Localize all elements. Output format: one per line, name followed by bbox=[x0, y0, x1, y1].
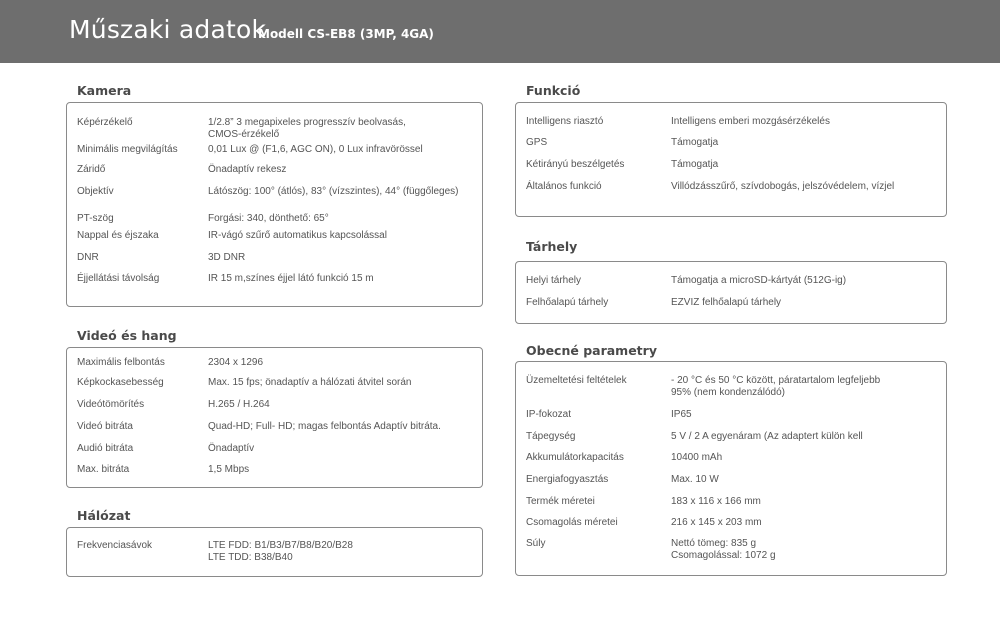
spec-label: Termék méretei bbox=[526, 496, 595, 507]
spec-label: Általános funkció bbox=[526, 181, 602, 192]
section-title-general: Obecné parametry bbox=[526, 343, 657, 358]
spec-value: Önadaptív bbox=[208, 443, 255, 454]
spec-label: Üzemeltetési feltételek bbox=[526, 375, 627, 386]
spec-value: IR 15 m,színes éjjel látó funkció 15 m bbox=[208, 273, 374, 284]
spec-label: Felhőalapú tárhely bbox=[526, 297, 609, 308]
spec-label: Energiafogyasztás bbox=[526, 474, 609, 485]
spec-label: PT-szög bbox=[77, 213, 114, 224]
spec-label: Záridő bbox=[77, 164, 106, 175]
spec-value: 10400 mAh bbox=[671, 452, 723, 463]
spec-label: Súly bbox=[526, 538, 546, 549]
spec-value: 2304 x 1296 bbox=[208, 357, 264, 368]
spec-box-video bbox=[66, 347, 483, 488]
spec-value: - 20 °C és 50 °C között, páratartalom legfeljebb 95% (nem kondenzálódó) bbox=[671, 375, 881, 398]
spec-label: Max. bitráta bbox=[77, 464, 130, 475]
spec-value: Max. 15 fps; önadaptív a hálózati átvitel során bbox=[208, 377, 412, 388]
spec-box-network bbox=[66, 527, 483, 577]
spec-value: Intelligens emberi mozgásérzékelés bbox=[671, 116, 830, 127]
spec-value: 5 V / 2 A egyenáram (Az adaptert külön kell bbox=[671, 431, 863, 442]
page-title: Műszaki adatok bbox=[69, 15, 267, 44]
spec-value: 183 x 116 x 166 mm bbox=[671, 496, 761, 507]
spec-label: Tápegység bbox=[526, 431, 576, 442]
spec-label: Videótömörítés bbox=[77, 399, 145, 410]
spec-value: IR-vágó szűrő automatikus kapcsolással bbox=[208, 230, 387, 241]
spec-value: Önadaptív rekesz bbox=[208, 164, 287, 175]
section-title-network: Hálózat bbox=[77, 508, 131, 523]
spec-value: Nettó tömeg: 835 g Csomagolással: 1072 g bbox=[671, 538, 776, 561]
spec-box-general bbox=[515, 361, 947, 576]
section-title-camera: Kamera bbox=[77, 83, 132, 98]
spec-box-camera bbox=[66, 102, 483, 307]
spec-label: Audió bitráta bbox=[77, 443, 134, 454]
spec-value: 1,5 Mbps bbox=[208, 464, 250, 475]
header-bar bbox=[0, 0, 1000, 63]
spec-label: Nappal és éjszaka bbox=[77, 230, 159, 241]
spec-label: Minimális megvilágítás bbox=[77, 144, 178, 155]
spec-label: Képérzékelő bbox=[77, 117, 133, 128]
spec-label: Intelligens riasztó bbox=[526, 116, 604, 127]
spec-value: Quad-HD; Full- HD; magas felbontás Adaptív bitráta. bbox=[208, 421, 441, 432]
spec-label: DNR bbox=[77, 252, 99, 263]
spec-value: Villódzásszűrő, szívdobogás, jelszóvédelem, vízjel bbox=[671, 181, 895, 192]
spec-label: GPS bbox=[526, 137, 548, 148]
model-label: Modell CS-EB8 (3MP, 4GA) bbox=[258, 27, 434, 41]
spec-value: Támogatja a microSD-kártyát (512G-ig) bbox=[671, 275, 847, 286]
spec-value: H.265 / H.264 bbox=[208, 399, 270, 410]
spec-label: Videó bitráta bbox=[77, 421, 133, 432]
spec-value: 1/2.8” 3 megapixeles progresszív beolvasás, CMOS-érzékelő bbox=[208, 117, 406, 140]
section-title-storage: Tárhely bbox=[526, 239, 578, 254]
spec-label: Csomagolás méretei bbox=[526, 517, 618, 528]
spec-value: 216 x 145 x 203 mm bbox=[671, 517, 762, 528]
spec-value: Támogatja bbox=[671, 137, 719, 148]
spec-value: LTE FDD: B1/B3/B7/B8/B20/B28 LTE TDD: B38/B40 bbox=[208, 540, 353, 563]
spec-label: Helyi tárhely bbox=[526, 275, 582, 286]
spec-value: 3D DNR bbox=[208, 252, 246, 263]
spec-box-function bbox=[515, 102, 947, 217]
spec-value: Támogatja bbox=[671, 159, 719, 170]
spec-label: IP-fokozat bbox=[526, 409, 572, 420]
spec-label: Objektív bbox=[77, 186, 114, 197]
section-title-video: Videó és hang bbox=[77, 328, 177, 343]
spec-value: EZVIZ felhőalapú tárhely bbox=[671, 297, 782, 308]
spec-label: Képkockasebesség bbox=[77, 377, 164, 388]
spec-box-storage bbox=[515, 261, 947, 324]
spec-label: Akkumulátorkapacitás bbox=[526, 452, 624, 463]
spec-value: IP65 bbox=[671, 409, 692, 420]
spec-value: Max. 10 W bbox=[671, 474, 719, 485]
spec-value: Látószög: 100° (átlós), 83° (vízszintes), 44° (függőleges) bbox=[208, 186, 459, 197]
spec-label: Maximális felbontás bbox=[77, 357, 165, 368]
spec-value: 0,01 Lux @ (F1,6, AGC ON), 0 Lux infravörössel bbox=[208, 144, 423, 155]
spec-value: Forgási: 340, dönthető: 65° bbox=[208, 213, 329, 224]
spec-label: Kétirányú beszélgetés bbox=[526, 159, 625, 170]
spec-label: Éjjellátási távolság bbox=[77, 273, 160, 284]
spec-label: Frekvenciasávok bbox=[77, 540, 153, 551]
section-title-function: Funkció bbox=[526, 83, 581, 98]
